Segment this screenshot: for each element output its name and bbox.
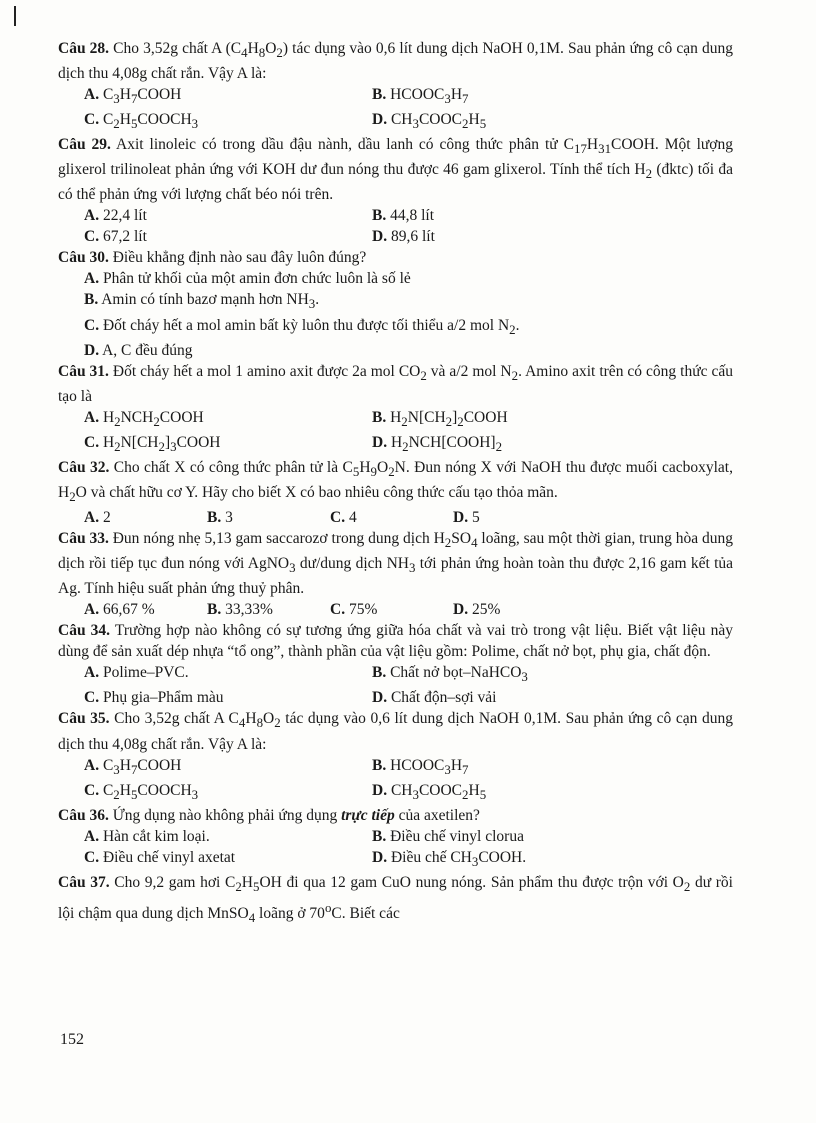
option-label: C. <box>84 111 100 129</box>
answer-options <box>84 268 733 360</box>
answer-options <box>84 826 733 872</box>
option-text: Amin có tính bazơ mạnh hơn $NH_3$. <box>98 291 320 312</box>
option-text: Điều chế vinyl axetat <box>99 848 236 866</box>
option-label: C. <box>84 689 100 707</box>
option-label: A. <box>84 664 100 682</box>
option-label: C. <box>84 433 100 451</box>
question-body: Axit linoleic có trong dầu đậu nành, dầu lanh có công thức phân tử $C_{17}H_{31}COOH$. Một lượng glixerol trilinoleat phản ứng với KOH dư đun nóng thu được 46 gam glixerol. Tính thể tích $H_2$ (đktc) tối đa có thể phản ứng với lượng chất béo nói trên. <box>58 136 733 204</box>
option-text: 67,2 lít <box>99 228 147 246</box>
option-label: A. <box>84 408 100 426</box>
answer-option <box>84 432 372 457</box>
option-label: A. <box>84 827 100 845</box>
page-number: 152 <box>60 1031 84 1048</box>
option-label: A. <box>84 207 100 225</box>
question <box>58 361 733 457</box>
question-text <box>58 528 733 599</box>
answer-option <box>207 599 330 620</box>
option-text: $HCOOC_3H_7$ <box>386 86 469 107</box>
answer-option <box>372 847 692 872</box>
answer-option <box>330 507 453 528</box>
option-label: C. <box>84 781 100 799</box>
option-label: B. <box>207 509 222 527</box>
question-body: Cho 9,2 gam hơi $C_2H_5OH$ đi qua 12 gam CuO nung nóng. Sản phẩm thu được trộn với $O_2$ dư rồi lội chậm qua dung dịch MnSO$_4$ loãng ở 70$^o$C. Biết các <box>58 873 733 926</box>
option-text: 4 <box>345 509 357 527</box>
option-label: D. <box>453 509 469 527</box>
answer-option <box>84 687 372 708</box>
option-label: D. <box>372 689 388 707</box>
answer-option <box>84 662 372 687</box>
option-text: $HCOOC_3H_7$ <box>386 756 469 777</box>
option-text: Chất độn–sợi vải <box>387 689 497 707</box>
question-number: Câu 33. <box>58 530 109 548</box>
answer-option <box>84 599 207 620</box>
question-body: Cho chất X có công thức phân tử là $C_5H_9O_2N$. Đun nóng X với NaOH thu được muối cacboxylat, $H_2O$ và chất hữu cơ Y. Hãy cho biết X có bao nhiêu công thức cấu tạo thỏa mãn. <box>58 458 733 505</box>
question-body: Ứng dụng nào không phải ứng dụng trực tiếp của axetilen? <box>108 806 480 824</box>
option-label: D. <box>84 341 100 359</box>
answer-option <box>372 687 692 708</box>
answer-option <box>207 507 330 528</box>
question <box>58 457 733 528</box>
option-label: B. <box>372 756 387 774</box>
answer-option <box>372 226 692 247</box>
option-text: 2 <box>99 509 111 527</box>
option-text: Polime–PVC. <box>99 664 189 682</box>
option-text: $C_3H_7COOH$ <box>99 86 182 107</box>
answer-option <box>372 84 692 109</box>
answer-option <box>84 826 372 847</box>
option-label: D. <box>372 848 388 866</box>
question-number: Câu 28. <box>58 40 110 57</box>
question <box>58 134 733 247</box>
option-label: A. <box>84 601 100 619</box>
answer-option <box>372 205 692 226</box>
question-text <box>58 361 733 407</box>
question-list <box>58 38 733 928</box>
question-number: Câu 30. <box>58 249 109 267</box>
answer-option <box>372 780 692 805</box>
option-text: $H_2NCH[COOH]_2$ <box>387 433 503 454</box>
question <box>58 528 733 620</box>
option-label: B. <box>372 664 387 682</box>
option-text: $CH_3COOC_2H_5$ <box>387 111 487 132</box>
option-text: $H_2N[CH_2]_2COOH$ <box>386 408 508 429</box>
option-text: $H_2NCH_2COOH$ <box>99 408 204 429</box>
question-text <box>58 134 733 205</box>
question-number: Câu 31. <box>58 362 109 380</box>
question-number: Câu 32. <box>58 458 110 476</box>
option-text: 25% <box>468 601 501 619</box>
answer-option <box>372 407 692 432</box>
question-text <box>58 872 733 928</box>
question-text <box>58 708 733 754</box>
question-text <box>58 38 733 84</box>
answer-options <box>84 205 733 247</box>
option-label: D. <box>372 228 388 246</box>
question <box>58 872 733 928</box>
answer-option <box>372 432 692 457</box>
question <box>58 708 733 804</box>
answer-option <box>84 84 372 109</box>
question-body: Đốt cháy hết a mol 1 amino axit được 2a mol $CO_2$ và a/2 mol $N_2$. Amino axit trên có công thức cấu tạo là <box>58 362 733 405</box>
option-text: Hàn cắt kim loại. <box>99 827 210 845</box>
answer-option <box>84 407 372 432</box>
question-text <box>58 620 733 662</box>
option-label: C. <box>330 601 346 619</box>
question-number: Câu 36. <box>58 806 109 824</box>
option-text: 89,6 lít <box>387 228 435 246</box>
option-text: 75% <box>345 601 378 619</box>
option-label: B. <box>372 86 387 104</box>
option-label: B. <box>84 291 99 309</box>
answer-option <box>84 340 733 361</box>
option-text: Điều chế $CH_3COOH$. <box>387 848 527 869</box>
question <box>58 805 733 872</box>
option-label: A. <box>84 270 100 288</box>
option-text: 44,8 lít <box>386 207 435 225</box>
option-text: $C_3H_7COOH$ <box>99 756 182 777</box>
question-number: Câu 29. <box>58 136 111 154</box>
option-text: $C_2H_5COOCH_3$ <box>99 111 199 132</box>
question-text <box>58 805 733 826</box>
option-label: A. <box>84 756 100 774</box>
option-label: C. <box>84 228 100 246</box>
option-text: Phụ gia–Phẩm màu <box>99 689 224 707</box>
option-label: C. <box>330 509 346 527</box>
question-body: Cho 3,52g chất A $(C_4H_8O_2)$ tác dụng vào 0,6 lít dung dịch NaOH 0,1M. Sau phản ứng cô cạn dung dịch thu 4,08g chất rắn. Vậy A là: <box>58 40 733 83</box>
option-text: 3 <box>221 509 233 527</box>
answer-option <box>372 755 692 780</box>
answer-option <box>453 599 576 620</box>
option-label: A. <box>84 86 100 104</box>
option-text: $CH_3COOC_2H_5$ <box>387 781 487 802</box>
option-label: A. <box>84 509 100 527</box>
answer-options <box>84 662 733 708</box>
question-number: Câu 34. <box>58 622 111 640</box>
answer-option <box>84 755 372 780</box>
answer-option <box>372 662 692 687</box>
answer-option <box>84 109 372 134</box>
question-number: Câu 37. <box>58 873 110 891</box>
answer-option <box>84 268 733 289</box>
question-body: Điều khẳng định nào sau đây luôn đúng? <box>108 249 367 267</box>
question-body: Trường hợp nào không có sự tương ứng giữa hóa chất và vai trò trong vật liệu. Biết vật liệu này dùng để sản xuất dép nhựa “tổ ong”, thành phần của vật liệu gồm: Polime, chất nở bọt, phụ gia, chất độn. <box>58 622 733 661</box>
answer-option <box>84 780 372 805</box>
option-text: A, C đều đúng <box>99 341 193 359</box>
answer-option <box>372 826 692 847</box>
option-label: C. <box>84 848 100 866</box>
answer-option <box>84 507 207 528</box>
option-text: Phân tử khối của một amin đơn chức luôn là số lẻ <box>99 270 411 288</box>
question-body: Cho 3,52g chất A $C_4H_8O_2$ tác dụng vào 0,6 lít dung dịch NaOH 0,1M. Sau phản ứng cô cạn dung dịch thu 4,08g chất rắn. Vậy A là: <box>58 710 733 753</box>
answer-options <box>84 84 733 134</box>
question <box>58 247 733 360</box>
option-label: D. <box>372 781 388 799</box>
question-text <box>58 247 733 268</box>
option-text: 22,4 lít <box>99 207 147 225</box>
answer-option <box>84 289 733 314</box>
option-label: C. <box>84 316 100 334</box>
option-label: D. <box>372 433 388 451</box>
question <box>58 38 733 134</box>
option-text: 33,33% <box>221 601 273 619</box>
option-label: D. <box>372 111 388 129</box>
answer-option <box>330 599 453 620</box>
option-text: $C_2H_5COOCH_3$ <box>99 781 199 802</box>
option-text: Chất nở bọt–NaHCO$_3$ <box>386 664 528 685</box>
question-body: Đun nóng nhẹ 5,13 gam saccarozơ trong dung dịch $H_2SO_4$ loãng, sau một thời gian, trung hòa dung dịch rồi tiếp tục đun nóng với AgNO$_3$ dư/dung dịch $NH_3$ tới phản ứng hoàn toàn thu được 2,16 gam kết tủa Ag. Tính hiệu suất phản ứng thuỷ phân. <box>58 530 734 598</box>
answer-option <box>84 847 372 872</box>
option-label: B. <box>372 408 387 426</box>
binding-mark <box>14 6 16 26</box>
answer-option <box>84 205 372 226</box>
option-text: 5 <box>468 509 480 527</box>
option-label: B. <box>372 827 387 845</box>
question-number: Câu 35. <box>58 710 110 728</box>
question <box>58 620 733 708</box>
option-text: Đốt cháy hết a mol amin bất kỳ luôn thu được tối thiểu a/2 mol $N_2$. <box>99 316 520 337</box>
option-text: $H_2N[CH_2]_3COOH$ <box>99 433 221 454</box>
answer-option <box>372 109 692 134</box>
option-label: D. <box>453 601 469 619</box>
answer-options <box>84 599 733 620</box>
question-text <box>58 457 733 507</box>
option-text: 66,67 % <box>99 601 155 619</box>
answer-options <box>84 755 733 805</box>
answer-option <box>84 226 372 247</box>
option-label: B. <box>372 207 387 225</box>
answer-options <box>84 407 733 457</box>
answer-option <box>84 315 733 340</box>
answer-option <box>453 507 576 528</box>
answer-options <box>84 507 733 528</box>
option-text: Điều chế vinyl clorua <box>386 827 524 845</box>
option-label: B. <box>207 601 222 619</box>
